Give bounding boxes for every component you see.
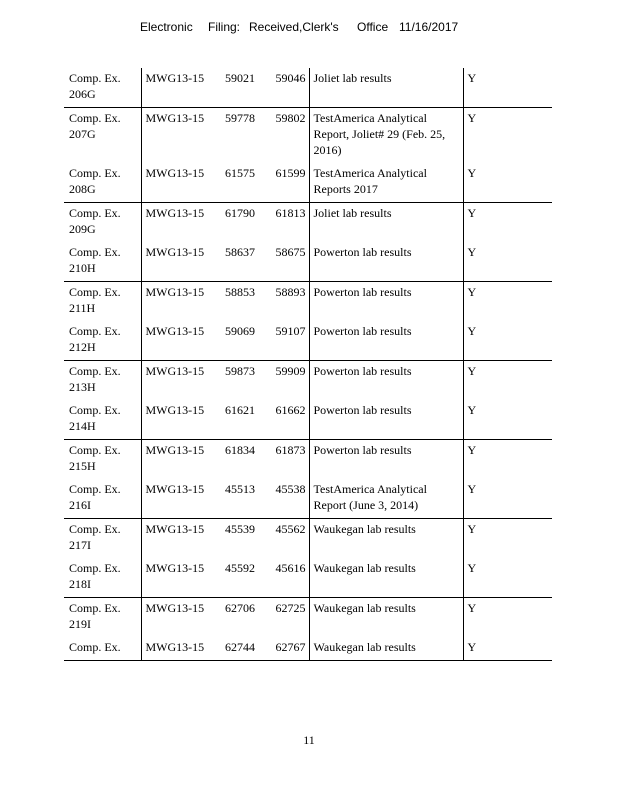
bates-begin-cell: 58853	[225, 285, 255, 299]
document-id-cell: MWG13-15	[141, 68, 219, 108]
bates-end-cell: 58893	[275, 285, 306, 299]
document-id-cell: MWG13-15	[141, 242, 219, 282]
description-cell: Waukegan lab results	[309, 558, 463, 598]
bates-end-cell: 59046	[267, 68, 309, 108]
bates-end-cell: 45562	[275, 522, 306, 536]
bates-begin-cell: 61575	[219, 163, 267, 203]
bates-end-cell: 62767	[267, 637, 309, 661]
table-row	[64, 479, 552, 519]
flag-cell: Y	[463, 163, 552, 203]
table-row	[64, 242, 552, 282]
bates-end-cell: 61873	[275, 443, 306, 457]
exhibit-number-cell: Comp. Ex. 219I	[64, 598, 141, 638]
description-cell: Powerton lab results	[309, 282, 463, 322]
document-id-cell: MWG13-15	[145, 206, 205, 220]
flag-cell: Y	[463, 479, 552, 519]
document-id-cell: MWG13-15	[141, 163, 219, 203]
table-row	[64, 163, 552, 203]
document-id-cell: MWG13-15	[141, 479, 219, 519]
document-id-cell: MWG13-15	[145, 443, 205, 457]
exhibit-number-cell: Comp. Ex. 216I	[64, 479, 141, 519]
table-row	[64, 519, 552, 559]
description-cell: TestAmerica Analytical Report, Joliet# 29 (Feb. 25, 2016)	[309, 108, 463, 164]
document-id-cell: MWG13-15	[145, 601, 205, 615]
header-word-electronic: Electronic	[140, 20, 193, 34]
exhibit-number-cell: Comp. Ex. 218I	[64, 558, 141, 598]
document-id-cell: MWG13-15	[141, 637, 219, 661]
document-id-cell: MWG13-15	[145, 364, 205, 378]
table-row	[64, 282, 552, 322]
table-row	[64, 68, 552, 108]
bates-end-cell: 62725	[275, 601, 306, 615]
table-row	[64, 440, 552, 480]
header-word-received-clerks: Received,Clerk's	[249, 20, 339, 34]
document-id-cell: MWG13-15	[145, 111, 205, 125]
flag-cell: Y	[467, 285, 477, 299]
page-number: 11	[303, 733, 315, 747]
table-row	[64, 108, 552, 164]
bates-begin-cell: 62706	[225, 601, 255, 615]
description-cell: Powerton lab results	[309, 361, 463, 401]
description-cell: Waukegan lab results	[309, 598, 463, 638]
exhibit-table-body	[64, 68, 552, 661]
exhibit-number-cell: Comp. Ex. 206G	[64, 68, 141, 108]
bates-end-cell: 45538	[267, 479, 309, 519]
table-row	[64, 203, 552, 243]
exhibit-number-cell: Comp. Ex. 213H	[64, 361, 141, 401]
bates-begin-cell: 59873	[225, 364, 255, 378]
bates-begin-cell: 59021	[219, 68, 267, 108]
bates-begin-cell: 61621	[219, 400, 267, 440]
description-cell: Joliet lab results	[309, 68, 463, 108]
exhibit-number-cell: Comp. Ex.	[64, 637, 141, 661]
flag-cell: Y	[467, 443, 477, 457]
bates-end-cell: 58675	[267, 242, 309, 282]
bates-begin-cell: 61790	[225, 206, 255, 220]
flag-cell: Y	[467, 206, 477, 220]
header-date: 11/16/2017	[399, 20, 459, 34]
exhibit-table	[64, 68, 552, 661]
flag-cell: Y	[467, 522, 477, 536]
document-id-cell: MWG13-15	[141, 558, 219, 598]
exhibit-number-cell: Comp. Ex. 207G	[64, 108, 141, 164]
header-word-office: Office	[357, 20, 389, 34]
description-cell: Powerton lab results	[309, 440, 463, 480]
table-row	[64, 558, 552, 598]
description-cell: Waukegan lab results	[309, 519, 463, 559]
bates-begin-cell: 45592	[219, 558, 267, 598]
table-row	[64, 321, 552, 361]
description-cell: Powerton lab results	[309, 321, 463, 361]
flag-cell: Y	[463, 400, 552, 440]
description-cell: TestAmerica Analytical Report (June 3, 2014)	[309, 479, 463, 519]
document-id-cell: MWG13-15	[145, 285, 205, 299]
bates-begin-cell: 45513	[219, 479, 267, 519]
description-cell: Powerton lab results	[309, 400, 463, 440]
bates-end-cell: 59107	[267, 321, 309, 361]
flag-cell: Y	[463, 321, 552, 361]
bates-end-cell: 45616	[267, 558, 309, 598]
exhibit-number-cell: Comp. Ex. 210H	[64, 242, 141, 282]
description-cell: Joliet lab results	[309, 203, 463, 243]
bates-begin-cell: 58637	[219, 242, 267, 282]
exhibit-number-cell: Comp. Ex. 215H	[64, 440, 141, 480]
bates-begin-cell: 62744	[219, 637, 267, 661]
exhibit-number-cell: Comp. Ex. 211H	[64, 282, 141, 322]
table-row	[64, 637, 552, 661]
bates-begin-cell: 61834	[225, 443, 255, 457]
exhibit-number-cell: Comp. Ex. 208G	[64, 163, 141, 203]
exhibit-number-cell: Comp. Ex. 214H	[64, 400, 141, 440]
table-row	[64, 598, 552, 638]
bates-end-cell: 61813	[275, 206, 306, 220]
bates-end-cell: 59909	[275, 364, 306, 378]
bates-end-cell: 61599	[267, 163, 309, 203]
exhibit-number-cell: Comp. Ex. 209G	[64, 203, 141, 243]
bates-begin-cell: 59778	[225, 111, 255, 125]
description-cell: Waukegan lab results	[309, 637, 463, 661]
flag-cell: Y	[467, 111, 477, 125]
table-row	[64, 361, 552, 401]
header-word-filing: Filing:	[208, 20, 241, 34]
bates-end-cell: 61662	[267, 400, 309, 440]
exhibit-number-cell: Comp. Ex. 212H	[64, 321, 141, 361]
flag-cell: Y	[463, 242, 552, 282]
bates-begin-cell: 45539	[225, 522, 255, 536]
document-id-cell: MWG13-15	[141, 321, 219, 361]
exhibit-number-cell: Comp. Ex. 217I	[64, 519, 141, 559]
bates-begin-cell: 59069	[219, 321, 267, 361]
table-row	[64, 400, 552, 440]
bates-end-cell: 59802	[275, 111, 306, 125]
flag-cell: Y	[463, 68, 552, 108]
flag-cell: Y	[467, 601, 477, 615]
document-id-cell: MWG13-15	[141, 400, 219, 440]
flag-cell: Y	[463, 637, 552, 661]
description-cell: TestAmerica Analytical Reports 2017	[309, 163, 463, 203]
flag-cell: Y	[467, 364, 477, 378]
flag-cell: Y	[463, 558, 552, 598]
description-cell: Powerton lab results	[309, 242, 463, 282]
document-id-cell: MWG13-15	[145, 522, 205, 536]
